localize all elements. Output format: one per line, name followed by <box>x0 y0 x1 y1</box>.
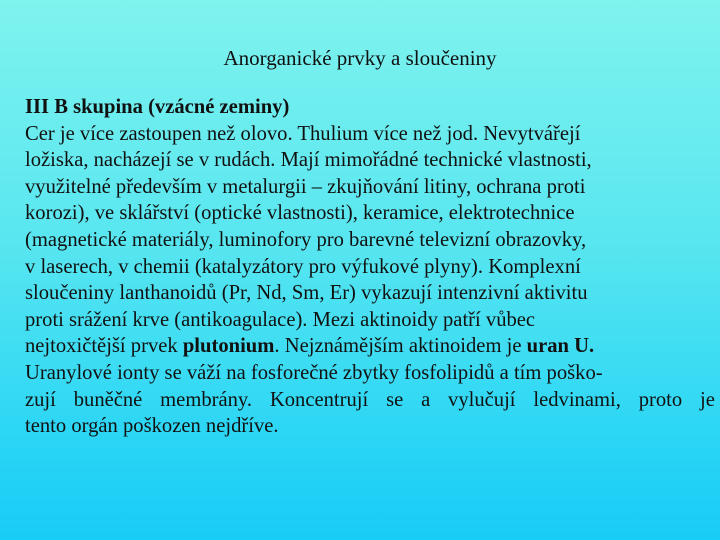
body-line: využitelné především v metalurgii – zkujňování litiny, ochrana proti <box>25 175 586 198</box>
body-line: sloučeniny lanthanoidů (Pr, Nd, Sm, Er) vykazují intenzivní aktivitu <box>25 282 588 305</box>
section-heading: III B skupina (vzácné zeminy) <box>25 96 290 118</box>
word: proto <box>638 388 683 411</box>
uranium-term: uran U <box>526 335 589 358</box>
body-line-plutonium: nejtoxičtější prvek plutonium. Nejznámějším aktinoidem je uran U. <box>25 335 595 358</box>
body-line: (magnetické materiály, luminofory pro barevné televizní obrazovky, <box>25 228 587 251</box>
body-line: ložiska, nacházejí se v rudách. Mají mimořádné technické vlastnosti, <box>25 149 592 172</box>
word: se <box>386 388 404 411</box>
body-line: korozi), ve sklářství (optické vlastnosti), keramice, elektrotechnice <box>25 202 575 225</box>
body-line: Cer je více zastoupen než olovo. Thulium více než jod. Nevytvářejí <box>25 122 581 145</box>
slide-title: Anorganické prvky a sloučeniny <box>223 46 497 70</box>
plutonium-term: plutonium <box>182 335 275 358</box>
body-line: proti srážení krve (antikoagulace). Mezi aktinoidy patří vůbec <box>25 308 536 331</box>
word: zují <box>25 388 56 411</box>
word: a <box>421 388 431 411</box>
word: membrány. <box>160 388 253 411</box>
word: Koncentrují <box>269 388 369 411</box>
body-line: v laserech, v chemii (katalyzátory pro výfukové plyny). Komplexní <box>25 255 581 278</box>
word: je <box>700 388 715 411</box>
word: ledvinami, <box>533 388 621 411</box>
word: buněčné <box>73 388 143 411</box>
word: vylučují <box>448 388 516 411</box>
body-line: tento orgán poškozen nejdříve. <box>25 415 279 438</box>
slide-body <box>25 94 715 440</box>
body-line: Uranylové ionty se váží na fosforečné zbytky fosfolipidů a tím poško- <box>25 361 603 384</box>
body-line-justified <box>25 387 715 414</box>
